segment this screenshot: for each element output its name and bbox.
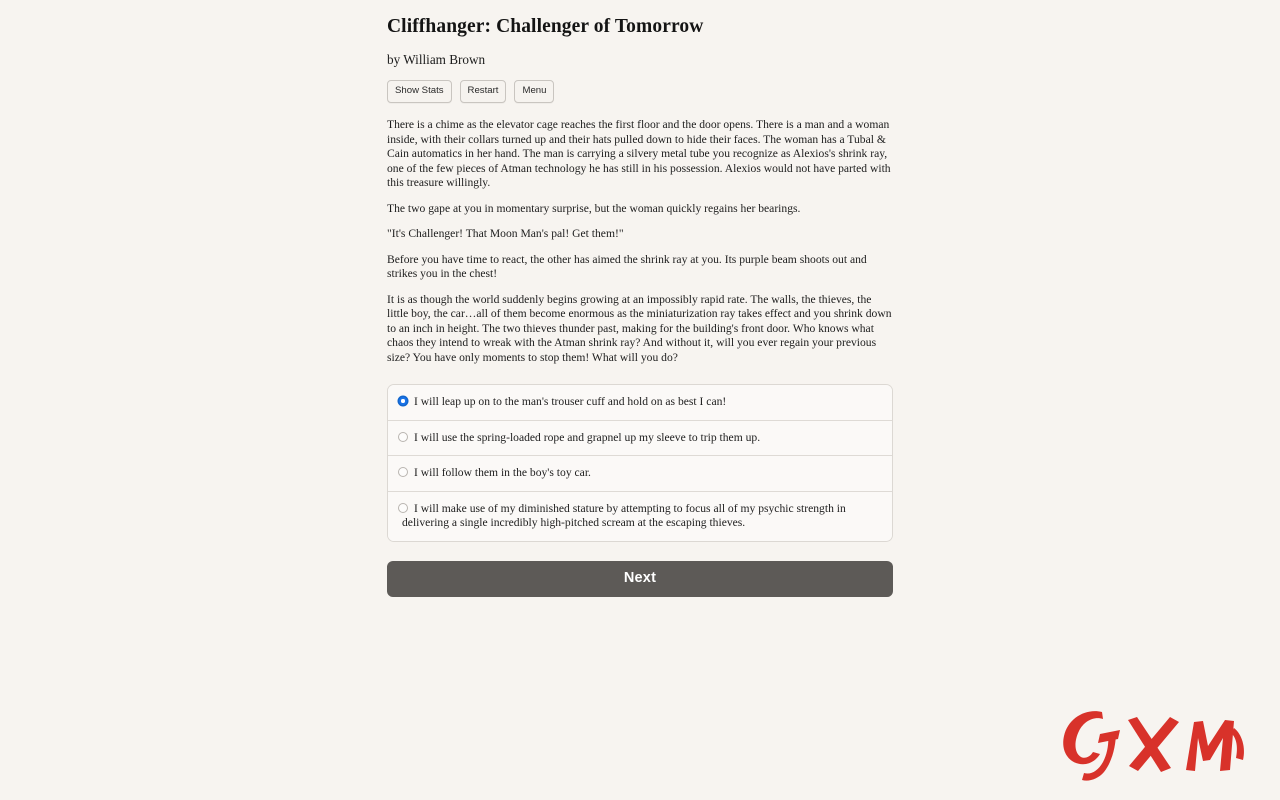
radio-icon-2[interactable]	[398, 432, 408, 442]
choice-option-1[interactable]	[388, 385, 892, 420]
choices-form	[387, 384, 893, 597]
author-byline: by William Brown	[387, 52, 486, 68]
game-container	[387, 0, 893, 597]
story-paragraph: Before you have time to react, the other has aimed the shrink ray at you. Its purple beam shoots out and strikes you in the chest!	[387, 252, 867, 281]
choice-label-4[interactable]	[388, 492, 892, 541]
show-stats-button[interactable]: Show Stats	[387, 80, 452, 103]
choice-label-3[interactable]	[388, 456, 892, 491]
choice-option-3[interactable]	[388, 455, 892, 491]
choice-label-2[interactable]	[388, 421, 892, 456]
gxm-watermark	[1058, 700, 1258, 792]
story-paragraph: There is a chime as the elevator cage reaches the first floor and the door opens. There is a man and a woman inside, with their collars turned up and their hats pulled down to hide their faces. The woman has a Tubal & Cain automatics in her hand. The man is carrying a silvery metal tube you recognize as Alexios's shrink ray, one of the few pieces of Atman technology he has still in his possession. Alexios would not have parted with this treasure willingly.	[387, 118, 891, 190]
restart-button[interactable]: Restart	[460, 80, 507, 103]
choice-text-2: I will use the spring-loaded rope and grapnel up my sleeve to trip them up.	[414, 430, 761, 444]
radio-icon-4[interactable]	[398, 503, 408, 513]
story-paragraph: The two gape at you in momentary surprise, but the woman quickly regains her bearings.	[387, 201, 801, 215]
choice-list	[387, 384, 893, 542]
radio-icon-1[interactable]	[398, 396, 408, 406]
choice-text-1: I will leap up on to the man's trouser cuff and hold on as best I can!	[414, 395, 727, 409]
choice-option-4[interactable]	[388, 491, 892, 541]
next-button[interactable]: Next	[387, 561, 893, 597]
menu-button[interactable]: Menu	[514, 80, 554, 103]
page-title: Cliffhanger: Challenger of Tomorrow	[387, 16, 704, 37]
choice-label-1[interactable]	[388, 385, 892, 420]
stats-toolbar	[387, 80, 893, 103]
story-paragraph: It is as though the world suddenly begins growing at an impossibly rapid rate. The walls, the thieves, the little boy, the car…all of them become enormous as the miniaturization ray takes effect and you shrink down to an inch in height. The two thieves thunder past, making for the building's front door. Who knows what chaos they intend to wreak with the Atman shrink ray? And without it, will you ever regain your previous size? You have only moments to stop them! What will you do?	[387, 292, 892, 364]
choice-text-4: I will make use of my diminished stature by attempting to focus all of my psychic strength in delivering a single incredibly high-pitched scream at the escaping thieves.	[402, 501, 846, 530]
story-paragraph: "It's Challenger! That Moon Man's pal! Get them!"	[387, 227, 624, 241]
choice-option-2[interactable]	[388, 420, 892, 456]
choice-text-3: I will follow them in the boy's toy car.	[414, 466, 591, 480]
story-text	[387, 118, 893, 365]
